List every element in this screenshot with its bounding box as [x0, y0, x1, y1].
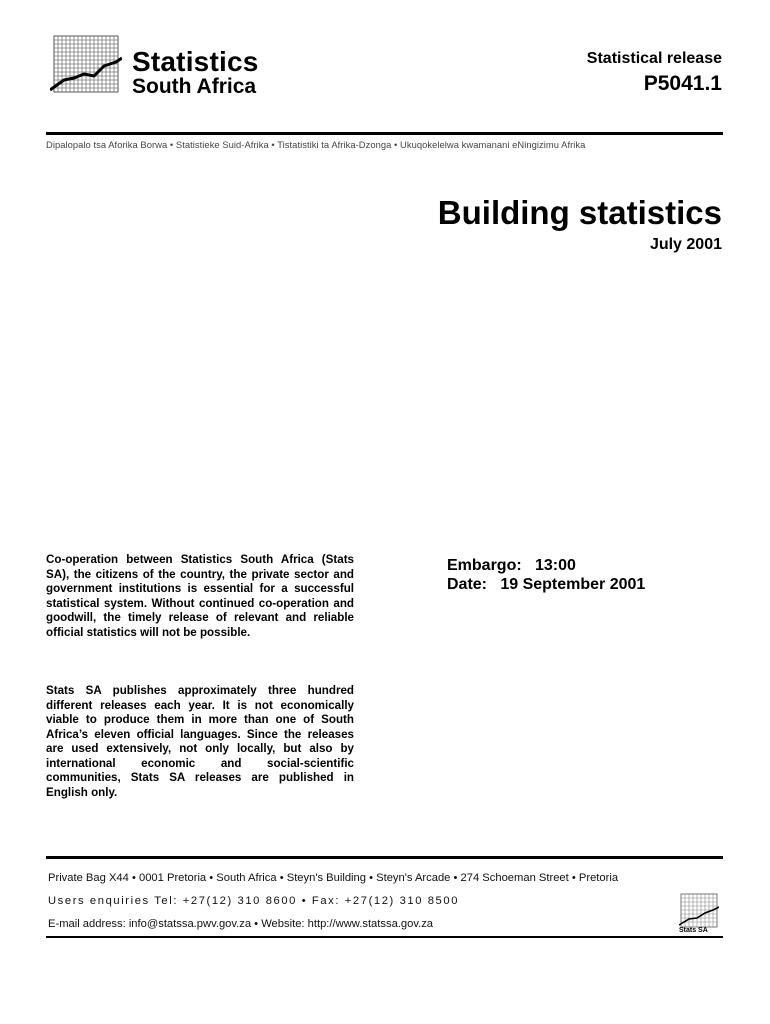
- logo-subtitle: South Africa: [132, 75, 257, 98]
- header-divider: [46, 132, 723, 135]
- footer-address: Private Bag X44 • 0001 Pretoria • South Africa • Steyn's Building • Steyn's Arcade • 274 Schoeman Street • Pretoria: [48, 872, 619, 884]
- document-period: July 2001: [649, 236, 722, 253]
- footer-bottom-rule: [46, 936, 723, 938]
- embargo-date: Date: 19 September 2001: [447, 576, 646, 593]
- stats-sa-logo-icon: [50, 34, 122, 96]
- release-label: Statistical release: [586, 50, 722, 67]
- document-title: Building statistics: [437, 194, 722, 231]
- logo-title: Statistics: [132, 46, 259, 77]
- embargo-time: Embargo: 13:00: [447, 557, 576, 574]
- footer-enquiries: Users enquiries Tel: +27(12) 310 8600 • Fax: +27(12) 310 8500: [48, 895, 460, 907]
- multilingual-tagline: Dipalopalo tsa Aforika Borwa • Statistieke Suid-Afrika • Tistatistiki ta Afrika-Dzonga • Ukuqokelelwa kwamanani eNingizimu Afrika: [46, 139, 586, 150]
- footer-contact: E-mail address: info@statssa.pwv.gov.za • Website: http://www.statssa.gov.za: [48, 918, 434, 930]
- footer-divider: [46, 856, 723, 859]
- publication-paragraph: Stats SA publishes approximately three hundred different releases each year. It is not economically viable to produce them in more than one of South Africa’s eleven official languages. Since the releases are used extensively, not only locally, but also by international economic and social-scientific communities, Stats SA releases are published in English only.: [46, 684, 354, 799]
- cooperation-paragraph: Co-operation between Statistics South Africa (Stats SA), the citizens of the country, the private sector and government institutions is essential for a successful statistical system. Without continued co-operation and goodwill, the timely release of relevant and reliable official statistics will not be possible.: [46, 553, 354, 639]
- mini-logo-text: Stats SA: [679, 927, 708, 934]
- mini-logo-icon: [679, 893, 719, 929]
- release-code: P5041.1: [643, 72, 722, 95]
